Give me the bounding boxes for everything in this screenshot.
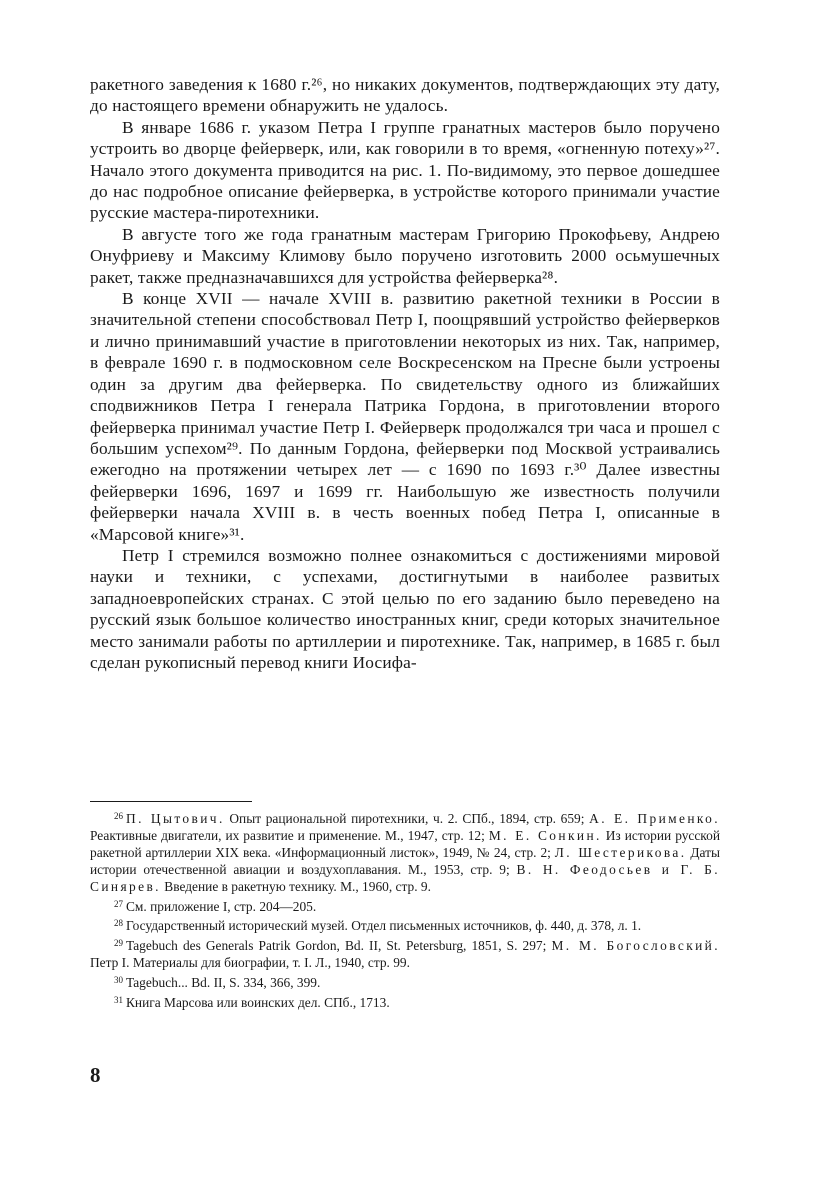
footnote-text: См. приложение I, стр. 204—205. xyxy=(126,898,317,914)
paragraph-4: В конце XVII — начале XVIII в. развитию ракетной техники в России в значительной степени способствовал Петр I, поощрявший устройство фейерверков и лично принимавший участие в приготовлении некоторых из них. Так, например, в феврале 1690 г. в подмосковном селе Воскресенском на Пресне были устроены один за другим два фейерверка. По свидетельству одного из ближайших сподвижников Петра I генерала Патрика Гордона, в приготовлении второго фейерверка принимал участие Петр I. Фейерверк продолжался три часа и прошел с большим успехом²⁹. По данным Гордона, фейерверки под Москвой устраивались ежегодно на протяжении четырех лет — с 1690 по 1693 г.³⁰ Далее известны фейерверки 1696, 1697 и 1699 гг. Наибольшую же известность получили фейерверки начала XVIII в. в честь военных побед Петра I, описанные в «Марсовой книге»³¹. xyxy=(90,289,720,544)
footnote-26 xyxy=(90,808,720,896)
footnote-text: Введение в ракетную технику. М., 1960, стр. 9. xyxy=(160,878,431,894)
footnote-author: П. Цытович. xyxy=(126,811,225,826)
footnote-number: 30 xyxy=(114,975,123,986)
footnote-text: Реактивные двигатели, их развитие и применение. М., 1947, стр. 12; xyxy=(90,827,489,843)
footnotes xyxy=(90,808,720,1012)
paragraph-2: В январе 1686 г. указом Петра I группе гранатных мастеров было поручено устроить во дворце фейерверк, или, как говорили в то время, «огненную потеху»²⁷. Начало этого документа приводится на рис. 1. По-видимому, это первое дошедшее до нас подробное описание фейерверка, в устройстве которого принимали участие русские мастера-пиротехники. xyxy=(90,117,720,223)
footnote-number: 28 xyxy=(114,918,123,929)
footnote-number: 27 xyxy=(114,898,123,909)
paragraph-3: В августе того же года гранатным мастерам Григорию Прокофьеву, Андрею Онуфриеву и Максиму Климову было поручено изготовить 2000 осьмушечных ракет, также предназначавшихся для устройства фейерверка²⁸. xyxy=(90,224,720,287)
footnote-author: В. Н. Феодосьев и Г. Б. Синярев. xyxy=(90,861,720,894)
footnote-27 xyxy=(90,896,720,916)
footnote-author: Л. Шестерикова. xyxy=(554,844,687,860)
footnote-30 xyxy=(90,972,720,992)
footnote-number: 29 xyxy=(114,938,123,949)
footnote-author: А. Е. Применко. xyxy=(589,811,720,826)
footnote-text: Петр I. Материалы для биографии, т. I. Л., 1940, стр. 99. xyxy=(90,955,410,971)
footnote-divider xyxy=(90,801,252,802)
footnote-text: Tagebuch des Generals Patrik Gordon, Bd. II, St. Petersburg, 1851, S. 297; xyxy=(126,938,552,954)
footnote-text: Даты истории отечественной авиации и воздухоплавания. М., 1953, стр. 9; xyxy=(90,844,720,877)
footnote-text: Tagebuch... Bd. II, S. 334, 366, 399. xyxy=(126,975,321,991)
footnote-text: Государственный исторический музей. Отдел письменных источников, ф. 440, д. 378, л. 1. xyxy=(126,918,642,934)
footnote-author: М. Е. Сонкин. xyxy=(488,827,602,843)
paragraph-5: Петр I стремился возможно полнее ознакомиться с достижениями мировой науки и техники, с успехами, достигнутыми в наиболее развитых западноевропейских странах. С этой целью по его заданию было переведено на русский язык большое количество иностранных книг, среди которых значительное место занимали работы по артиллерии и пиротехнике. Так, например, в 1685 г. был сделан рукописный перевод книги Иосифа- xyxy=(90,545,720,672)
footnote-author: М. М. Богословский. xyxy=(551,938,720,954)
footnote-number: 26 xyxy=(114,811,123,821)
main-text xyxy=(90,74,720,673)
footnote-29 xyxy=(90,935,720,972)
footnote-text: Опыт рациональной пиротехники, ч. 2. СПб., 1894, стр. 659; xyxy=(224,811,590,826)
paragraph-1: ракетного заведения к 1680 г.²⁶, но никаких документов, подтверждающих эту дату, до настоящего времени обнаружить не удалось. xyxy=(90,75,720,116)
footnote-31 xyxy=(90,992,720,1012)
footnote-text: Из истории русской ракетной артиллерии XIX века. «Информационный листок», 1949, № 24, стр. 2; xyxy=(90,827,720,860)
page-number: 8 xyxy=(90,1063,101,1087)
footnote-text: Книга Марсова или воинских дел. СПб., 1713. xyxy=(126,995,390,1011)
footnote-number: 31 xyxy=(114,995,123,1006)
footnote-28 xyxy=(90,915,720,935)
